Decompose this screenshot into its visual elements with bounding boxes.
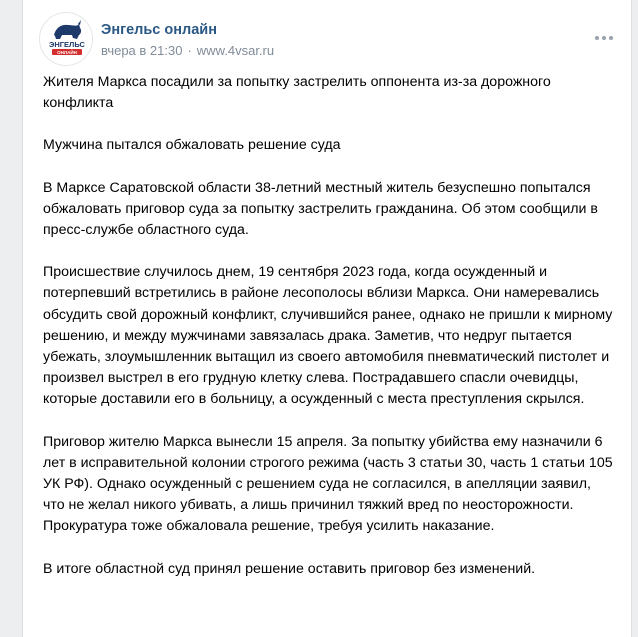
post-paragraph: В Марксе Саратовской области 38-летний местный житель безуспешно попытался обжаловать приговор суда за попытку застрелить гражданина. Об этом сообщили в пресс-службе областного суда. (43, 179, 598, 239)
post-paragraph: Происшествие случилось днем, 19 сентября 2023 года, когда осужденный и потерпевший встретились в районе лесополосы вблизи Маркса. Они намеревались обсудить свой дорожный конфликт, случившийся ранее, однако не пришли к мирному решению, и между мужчинами завязалась драка. Заметив, что недруг пытается убежать, злоумышленник вытащил из своего автомобиля пневматический пистолет и произвел выстрел в его грудную клетку слева. Пострадавшего спасли очевидцы, которые доставили его в больницу, а осужденный с места преступления скрылся. (43, 264, 613, 408)
post-paragraph: Приговор жителю Маркса вынесли 15 апреля. За попытку убийства ему назначили 6 лет в исправительной колонии строгого режима (часть 3 статьи 30, часть 1 статьи 105 УК РФ). Однако осужденный с решением суда не согласился, в апелляции заявил, что не желал никого убивать, а лишь причинил тяжкий вред по неосторожности. Прокуратура тоже обжаловала решение, требуя усилить наказание. (43, 433, 613, 535)
post-paragraph: Жителя Маркса посадили за попытку застрелить оппонента из-за дорожного конфликта (43, 74, 551, 112)
post-card (22, 0, 632, 637)
post-meta (101, 43, 274, 58)
post-paragraph: Мужчина пытался обжаловать решение суда (43, 137, 341, 154)
logo-text: ЭНГЕЛЬС (49, 40, 85, 49)
community-name-link[interactable]: Энгельс онлайн (101, 22, 217, 38)
community-avatar[interactable] (39, 12, 93, 66)
meta-separator: · (187, 43, 192, 58)
post-time[interactable]: вчера в 21:30 (101, 43, 183, 58)
community-logo-icon (40, 13, 93, 66)
source-link[interactable]: www.4vsar.ru (196, 43, 275, 58)
post-paragraph: В итоге областной суд принял решение оставить приговор без изменений. (43, 560, 536, 577)
logo-subtext: ОНЛАЙН (57, 50, 77, 55)
more-horizontal-icon[interactable] (593, 30, 615, 46)
post-header (39, 12, 615, 66)
post-text (43, 72, 615, 601)
